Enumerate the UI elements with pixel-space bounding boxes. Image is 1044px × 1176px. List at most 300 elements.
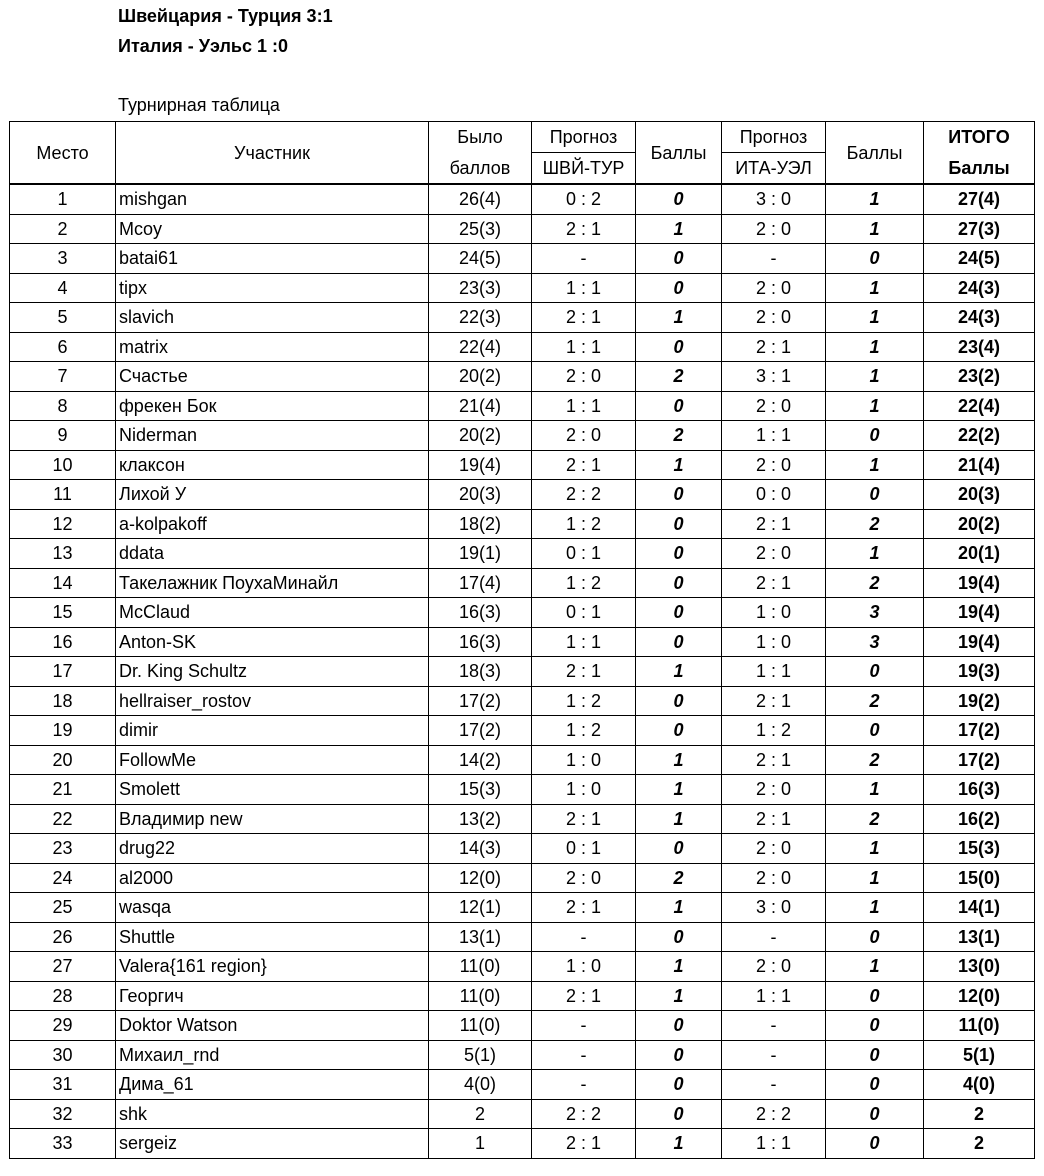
total-cell: 24(3)	[924, 273, 1035, 303]
forecast-1-cell: 2 : 0	[532, 421, 636, 451]
previous-points-cell: 12(0)	[429, 863, 532, 893]
table-row	[10, 952, 1035, 982]
points-1-cell: 0	[636, 1040, 722, 1070]
participant-cell: shk	[116, 1099, 429, 1129]
points-2-cell: 1	[826, 775, 924, 805]
participant-cell: Anton-SK	[116, 627, 429, 657]
forecast-2-cell: 0 : 0	[722, 480, 826, 510]
place-cell: 14	[10, 568, 116, 598]
points-2-cell: 2	[826, 804, 924, 834]
previous-points-cell: 19(1)	[429, 539, 532, 569]
points-1-cell: 0	[636, 627, 722, 657]
points-1-cell: 0	[636, 509, 722, 539]
forecast-2-cell: 2 : 0	[722, 952, 826, 982]
total-cell: 24(5)	[924, 244, 1035, 274]
total-cell: 12(0)	[924, 981, 1035, 1011]
place-cell: 4	[10, 273, 116, 303]
header-total-line1: ИТОГО	[924, 122, 1035, 153]
participant-cell: slavich	[116, 303, 429, 333]
forecast-1-cell: 1 : 2	[532, 686, 636, 716]
points-1-cell: 1	[636, 804, 722, 834]
points-1-cell: 0	[636, 834, 722, 864]
forecast-1-cell: 2 : 0	[532, 863, 636, 893]
header-total-line2: Баллы	[924, 153, 1035, 185]
table-row	[10, 1070, 1035, 1100]
table-title: Турнирная таблица	[118, 95, 280, 115]
points-2-cell: 2	[826, 509, 924, 539]
header-was-line1: Было	[429, 122, 532, 153]
table-row	[10, 244, 1035, 274]
points-1-cell: 0	[636, 273, 722, 303]
place-cell: 31	[10, 1070, 116, 1100]
previous-points-cell: 4(0)	[429, 1070, 532, 1100]
previous-points-cell: 17(2)	[429, 686, 532, 716]
forecast-1-cell: 1 : 0	[532, 952, 636, 982]
forecast-1-cell: 1 : 0	[532, 745, 636, 775]
forecast-1-cell: 1 : 1	[532, 332, 636, 362]
forecast-2-cell: 1 : 0	[722, 627, 826, 657]
participant-cell: Mcoy	[116, 214, 429, 244]
previous-points-cell: 11(0)	[429, 1011, 532, 1041]
points-2-cell: 0	[826, 1099, 924, 1129]
forecast-1-cell: 2 : 0	[532, 362, 636, 392]
total-cell: 2	[924, 1129, 1035, 1159]
participant-cell: mishgan	[116, 184, 429, 214]
points-1-cell: 0	[636, 1070, 722, 1100]
previous-points-cell: 11(0)	[429, 952, 532, 982]
participant-cell: matrix	[116, 332, 429, 362]
previous-points-cell: 14(3)	[429, 834, 532, 864]
table-row	[10, 981, 1035, 1011]
points-1-cell: 0	[636, 598, 722, 628]
participant-cell: batai61	[116, 244, 429, 274]
forecast-1-cell: 1 : 2	[532, 716, 636, 746]
place-cell: 13	[10, 539, 116, 569]
points-1-cell: 1	[636, 303, 722, 333]
participant-cell: Михаил_rnd	[116, 1040, 429, 1070]
forecast-2-cell: 2 : 0	[722, 775, 826, 805]
points-2-cell: 1	[826, 214, 924, 244]
previous-points-cell: 24(5)	[429, 244, 532, 274]
participant-cell: Такелажник ПоухаМинайл	[116, 568, 429, 598]
previous-points-cell: 22(4)	[429, 332, 532, 362]
table-row	[10, 686, 1035, 716]
forecast-2-cell: 2 : 0	[722, 863, 826, 893]
forecast-2-cell: 1 : 1	[722, 657, 826, 687]
standings-table	[9, 121, 1035, 1159]
participant-cell: Smolett	[116, 775, 429, 805]
place-cell: 10	[10, 450, 116, 480]
total-cell: 2	[924, 1099, 1035, 1129]
points-2-cell: 0	[826, 981, 924, 1011]
forecast-1-cell: 2 : 2	[532, 480, 636, 510]
total-cell: 15(3)	[924, 834, 1035, 864]
participant-cell: drug22	[116, 834, 429, 864]
forecast-1-cell: 1 : 2	[532, 509, 636, 539]
forecast-1-cell: -	[532, 1040, 636, 1070]
forecast-1-cell: 1 : 2	[532, 568, 636, 598]
previous-points-cell: 1	[429, 1129, 532, 1159]
previous-points-cell: 13(1)	[429, 922, 532, 952]
previous-points-cell: 12(1)	[429, 893, 532, 923]
points-2-cell: 1	[826, 332, 924, 362]
points-1-cell: 0	[636, 922, 722, 952]
forecast-2-cell: -	[722, 1011, 826, 1041]
participant-cell: dimir	[116, 716, 429, 746]
place-cell: 5	[10, 303, 116, 333]
points-1-cell: 2	[636, 863, 722, 893]
forecast-1-cell: 0 : 1	[532, 834, 636, 864]
previous-points-cell: 2	[429, 1099, 532, 1129]
total-cell: 14(1)	[924, 893, 1035, 923]
forecast-1-cell: 2 : 1	[532, 804, 636, 834]
total-cell: 27(4)	[924, 184, 1035, 214]
total-cell: 23(4)	[924, 332, 1035, 362]
previous-points-cell: 17(2)	[429, 716, 532, 746]
points-2-cell: 0	[826, 480, 924, 510]
total-cell: 16(2)	[924, 804, 1035, 834]
participant-cell: wasqa	[116, 893, 429, 923]
previous-points-cell: 22(3)	[429, 303, 532, 333]
points-1-cell: 1	[636, 775, 722, 805]
points-1-cell: 0	[636, 716, 722, 746]
points-1-cell: 0	[636, 568, 722, 598]
header-forecast-1: Прогноз	[532, 122, 636, 153]
place-cell: 17	[10, 657, 116, 687]
points-1-cell: 2	[636, 421, 722, 451]
participant-cell: Владимир new	[116, 804, 429, 834]
points-2-cell: 0	[826, 657, 924, 687]
points-1-cell: 0	[636, 391, 722, 421]
participant-cell: hellraiser_rostov	[116, 686, 429, 716]
table-row	[10, 1129, 1035, 1159]
total-cell: 15(0)	[924, 863, 1035, 893]
total-cell: 19(4)	[924, 598, 1035, 628]
forecast-1-cell: 0 : 2	[532, 184, 636, 214]
forecast-1-cell: 1 : 0	[532, 775, 636, 805]
forecast-2-cell: 3 : 1	[722, 362, 826, 392]
place-cell: 21	[10, 775, 116, 805]
forecast-1-cell: 2 : 1	[532, 450, 636, 480]
points-2-cell: 1	[826, 303, 924, 333]
place-cell: 29	[10, 1011, 116, 1041]
points-2-cell: 0	[826, 421, 924, 451]
forecast-1-cell: -	[532, 244, 636, 274]
participant-cell: фрекен Бок	[116, 391, 429, 421]
place-cell: 22	[10, 804, 116, 834]
total-cell: 21(4)	[924, 450, 1035, 480]
place-cell: 6	[10, 332, 116, 362]
total-cell: 5(1)	[924, 1040, 1035, 1070]
participant-cell: Dr. King Schultz	[116, 657, 429, 687]
total-cell: 13(0)	[924, 952, 1035, 982]
forecast-1-cell: 0 : 1	[532, 598, 636, 628]
table-row	[10, 568, 1035, 598]
forecast-1-cell: 2 : 2	[532, 1099, 636, 1129]
participant-cell: a-kolpakoff	[116, 509, 429, 539]
header-place: Место	[10, 122, 116, 185]
total-cell: 16(3)	[924, 775, 1035, 805]
participant-cell: Счастье	[116, 362, 429, 392]
table-row	[10, 184, 1035, 214]
table-row	[10, 893, 1035, 923]
previous-points-cell: 16(3)	[429, 627, 532, 657]
table-row	[10, 480, 1035, 510]
previous-points-cell: 25(3)	[429, 214, 532, 244]
place-cell: 27	[10, 952, 116, 982]
participant-cell: Георгич	[116, 981, 429, 1011]
points-2-cell: 0	[826, 1070, 924, 1100]
points-2-cell: 1	[826, 952, 924, 982]
total-cell: 19(3)	[924, 657, 1035, 687]
previous-points-cell: 21(4)	[429, 391, 532, 421]
points-1-cell: 0	[636, 686, 722, 716]
place-cell: 23	[10, 834, 116, 864]
points-2-cell: 0	[826, 1011, 924, 1041]
points-2-cell: 1	[826, 273, 924, 303]
total-cell: 23(2)	[924, 362, 1035, 392]
place-cell: 7	[10, 362, 116, 392]
points-1-cell: 1	[636, 450, 722, 480]
table-row	[10, 657, 1035, 687]
previous-points-cell: 18(2)	[429, 509, 532, 539]
forecast-2-cell: 2 : 2	[722, 1099, 826, 1129]
table-row	[10, 834, 1035, 864]
header-was-line2: баллов	[429, 153, 532, 185]
points-2-cell: 3	[826, 598, 924, 628]
table-row	[10, 450, 1035, 480]
participant-cell: al2000	[116, 863, 429, 893]
forecast-1-cell: -	[532, 1011, 636, 1041]
points-1-cell: 0	[636, 1011, 722, 1041]
place-cell: 18	[10, 686, 116, 716]
total-cell: 20(1)	[924, 539, 1035, 569]
previous-points-cell: 11(0)	[429, 981, 532, 1011]
table-row	[10, 214, 1035, 244]
points-1-cell: 0	[636, 1099, 722, 1129]
total-cell: 17(2)	[924, 716, 1035, 746]
participant-cell: Niderman	[116, 421, 429, 451]
forecast-2-cell: 2 : 0	[722, 391, 826, 421]
forecast-2-cell: -	[722, 244, 826, 274]
points-2-cell: 0	[826, 1129, 924, 1159]
participant-cell: Лихой У	[116, 480, 429, 510]
previous-points-cell: 19(4)	[429, 450, 532, 480]
forecast-2-cell: 1 : 1	[722, 1129, 826, 1159]
participant-cell: sergeiz	[116, 1129, 429, 1159]
forecast-2-cell: 2 : 1	[722, 686, 826, 716]
participant-cell: Дима_61	[116, 1070, 429, 1100]
header-points-1: Баллы	[636, 122, 722, 185]
table-row	[10, 745, 1035, 775]
points-2-cell: 1	[826, 391, 924, 421]
participant-cell: tipx	[116, 273, 429, 303]
forecast-2-cell: 1 : 2	[722, 716, 826, 746]
points-2-cell: 2	[826, 745, 924, 775]
total-cell: 22(4)	[924, 391, 1035, 421]
place-cell: 3	[10, 244, 116, 274]
total-cell: 13(1)	[924, 922, 1035, 952]
forecast-2-cell: 2 : 1	[722, 509, 826, 539]
participant-cell: FollowMe	[116, 745, 429, 775]
place-cell: 25	[10, 893, 116, 923]
forecast-1-cell: 1 : 1	[532, 273, 636, 303]
forecast-2-cell: 2 : 0	[722, 450, 826, 480]
forecast-2-cell: 2 : 1	[722, 568, 826, 598]
place-cell: 19	[10, 716, 116, 746]
previous-points-cell: 16(3)	[429, 598, 532, 628]
previous-points-cell: 13(2)	[429, 804, 532, 834]
table-row	[10, 273, 1035, 303]
points-2-cell: 0	[826, 716, 924, 746]
points-2-cell: 1	[826, 450, 924, 480]
participant-cell: ddata	[116, 539, 429, 569]
points-2-cell: 3	[826, 627, 924, 657]
previous-points-cell: 18(3)	[429, 657, 532, 687]
total-cell: 4(0)	[924, 1070, 1035, 1100]
forecast-1-cell: 2 : 1	[532, 303, 636, 333]
forecast-2-cell: 2 : 0	[722, 303, 826, 333]
points-2-cell: 1	[826, 863, 924, 893]
points-1-cell: 0	[636, 332, 722, 362]
header-forecast-1-match: ШВЙ-ТУР	[532, 153, 636, 185]
header-participant: Участник	[116, 122, 429, 185]
previous-points-cell: 26(4)	[429, 184, 532, 214]
points-2-cell: 1	[826, 539, 924, 569]
points-1-cell: 1	[636, 893, 722, 923]
table-row	[10, 421, 1035, 451]
total-cell: 17(2)	[924, 745, 1035, 775]
points-2-cell: 0	[826, 1040, 924, 1070]
forecast-2-cell: -	[722, 1040, 826, 1070]
points-2-cell: 1	[826, 184, 924, 214]
forecast-1-cell: 0 : 1	[532, 539, 636, 569]
forecast-1-cell: -	[532, 922, 636, 952]
table-row	[10, 804, 1035, 834]
table-row	[10, 509, 1035, 539]
points-1-cell: 1	[636, 657, 722, 687]
participant-cell: Valera{161 region}	[116, 952, 429, 982]
previous-points-cell: 20(3)	[429, 480, 532, 510]
points-1-cell: 1	[636, 981, 722, 1011]
points-2-cell: 0	[826, 244, 924, 274]
previous-points-cell: 20(2)	[429, 362, 532, 392]
previous-points-cell: 14(2)	[429, 745, 532, 775]
forecast-2-cell: 2 : 1	[722, 745, 826, 775]
place-cell: 32	[10, 1099, 116, 1129]
previous-points-cell: 15(3)	[429, 775, 532, 805]
place-cell: 12	[10, 509, 116, 539]
points-1-cell: 0	[636, 539, 722, 569]
total-cell: 24(3)	[924, 303, 1035, 333]
forecast-2-cell: 2 : 1	[722, 804, 826, 834]
table-row	[10, 598, 1035, 628]
total-cell: 19(4)	[924, 568, 1035, 598]
previous-points-cell: 17(4)	[429, 568, 532, 598]
table-row	[10, 922, 1035, 952]
place-cell: 1	[10, 184, 116, 214]
match-result-1: Швейцария - Турция 3:1	[118, 6, 333, 26]
points-1-cell: 1	[636, 952, 722, 982]
header-forecast-2-match: ИТА-УЭЛ	[722, 153, 826, 185]
points-2-cell: 2	[826, 568, 924, 598]
previous-points-cell: 23(3)	[429, 273, 532, 303]
points-2-cell: 1	[826, 834, 924, 864]
table-row	[10, 1011, 1035, 1041]
forecast-1-cell: 2 : 1	[532, 657, 636, 687]
match-result-2: Италия - Уэльс 1 :0	[118, 36, 288, 56]
forecast-1-cell: 1 : 1	[532, 391, 636, 421]
forecast-2-cell: 1 : 1	[722, 421, 826, 451]
place-cell: 28	[10, 981, 116, 1011]
forecast-1-cell: 2 : 1	[532, 214, 636, 244]
points-1-cell: 1	[636, 745, 722, 775]
forecast-1-cell: 2 : 1	[532, 893, 636, 923]
points-2-cell: 0	[826, 922, 924, 952]
forecast-2-cell: 3 : 0	[722, 184, 826, 214]
forecast-2-cell: 2 : 0	[722, 214, 826, 244]
total-cell: 27(3)	[924, 214, 1035, 244]
table-row	[10, 362, 1035, 392]
forecast-2-cell: 2 : 0	[722, 834, 826, 864]
table-row	[10, 391, 1035, 421]
table-row	[10, 775, 1035, 805]
points-1-cell: 2	[636, 362, 722, 392]
points-2-cell: 2	[826, 686, 924, 716]
forecast-2-cell: 3 : 0	[722, 893, 826, 923]
place-cell: 15	[10, 598, 116, 628]
header-points-2: Баллы	[826, 122, 924, 185]
place-cell: 26	[10, 922, 116, 952]
forecast-2-cell: 2 : 0	[722, 273, 826, 303]
place-cell: 2	[10, 214, 116, 244]
place-cell: 8	[10, 391, 116, 421]
forecast-2-cell: 1 : 0	[722, 598, 826, 628]
participant-cell: McClaud	[116, 598, 429, 628]
forecast-1-cell: 1 : 1	[532, 627, 636, 657]
points-1-cell: 0	[636, 480, 722, 510]
place-cell: 30	[10, 1040, 116, 1070]
participant-cell: Doktor Watson	[116, 1011, 429, 1041]
forecast-2-cell: -	[722, 1070, 826, 1100]
forecast-1-cell: -	[532, 1070, 636, 1100]
total-cell: 19(4)	[924, 627, 1035, 657]
table-row	[10, 1040, 1035, 1070]
forecast-1-cell: 2 : 1	[532, 981, 636, 1011]
table-row	[10, 716, 1035, 746]
place-cell: 9	[10, 421, 116, 451]
table-row	[10, 303, 1035, 333]
total-cell: 11(0)	[924, 1011, 1035, 1041]
forecast-2-cell: -	[722, 922, 826, 952]
total-cell: 20(3)	[924, 480, 1035, 510]
participant-cell: клаксон	[116, 450, 429, 480]
place-cell: 33	[10, 1129, 116, 1159]
previous-points-cell: 5(1)	[429, 1040, 532, 1070]
total-cell: 19(2)	[924, 686, 1035, 716]
total-cell: 22(2)	[924, 421, 1035, 451]
table-row	[10, 332, 1035, 362]
forecast-2-cell: 1 : 1	[722, 981, 826, 1011]
table-row	[10, 539, 1035, 569]
points-1-cell: 0	[636, 244, 722, 274]
points-1-cell: 0	[636, 184, 722, 214]
place-cell: 24	[10, 863, 116, 893]
points-2-cell: 1	[826, 362, 924, 392]
table-row	[10, 863, 1035, 893]
place-cell: 11	[10, 480, 116, 510]
forecast-2-cell: 2 : 1	[722, 332, 826, 362]
